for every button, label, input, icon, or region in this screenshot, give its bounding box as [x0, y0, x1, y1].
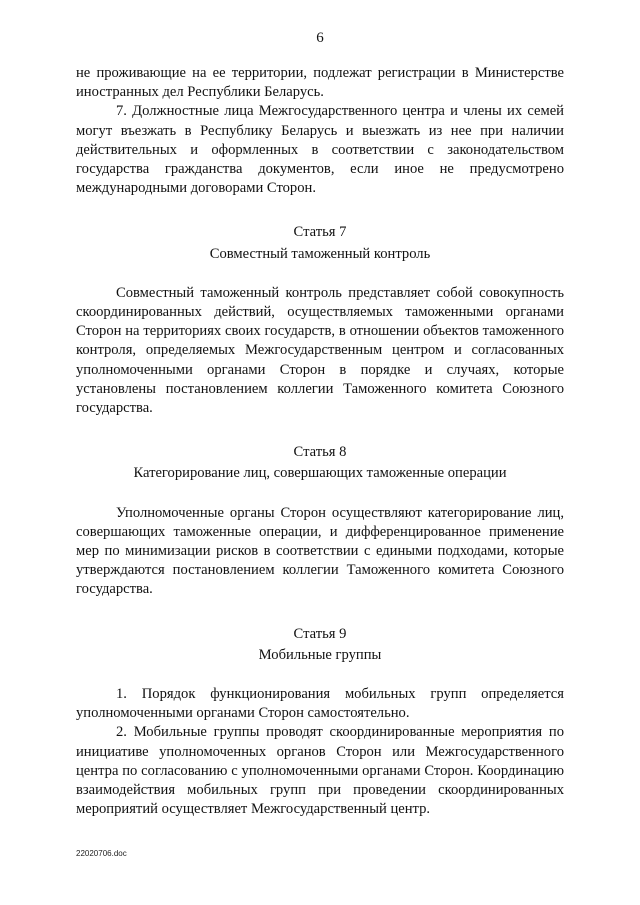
article-9-paragraph-2: 2. Мобильные группы проводят скоординированные мероприятия по инициативе уполномоченных органов Сторон или Межгосударственного центра по согласованию с уполномоченными органами Сторон. Координацию взаимодействия мобильных групп при проведении скоординированных мероприятий осуществляет Межгосударственный центр. [76, 724, 564, 818]
page-number: 6 [316, 30, 324, 46]
footer-filename: 22020706.doc [76, 849, 127, 858]
document-body [76, 64, 564, 820]
article-title: Совместный таможенный контроль [209, 245, 431, 262]
article-number: Статья 9 [293, 625, 347, 642]
article-9-heading [76, 625, 564, 665]
article-title: Мобильные группы [258, 646, 382, 663]
article-title: Категорирование лиц, совершающих таможенные операции [133, 465, 507, 482]
article-number: Статья 7 [293, 224, 347, 241]
article-8-paragraph: Уполномоченные органы Сторон осуществляют категорирование лиц, совершающих таможенные операции, и дифференцированное применение мер по минимизации рисков в соответствии с едиными подходами, которые утверждаются постановлением коллегии Таможенного комитета Союзного государства. [76, 504, 564, 598]
article-9-paragraph-1: 1. Порядок функционирования мобильных групп определяется уполномоченными органами Сторон самостоятельно. [76, 686, 564, 722]
article-7-heading [76, 223, 564, 263]
paragraph-item-7: 7. Должностные лица Межгосударственного центра и члены их семей могут въезжать в Республику Беларусь и выезжать из нее при наличии действительных и оформленных в соответствии с законодательством государства гражданства документов, если иное не предусмотрено международными договорами Сторон. [76, 103, 564, 197]
article-number: Статья 8 [293, 444, 347, 461]
paragraph-continuation: не проживающие на ее территории, подлежат регистрации в Министерстве иностранных дел Республики Беларусь. [76, 65, 564, 101]
article-7-paragraph: Совместный таможенный контроль представляет собой совокупность скоординированных действий, осуществляемых таможенными органами Сторон на территориях своих государств, в отношении объектов таможенного контроля, определяемых Межгосударственным центром и согласованных уполномоченными органами Сторон в порядке и случаях, которые установлены постановлением коллегии Таможенного комитета Союзного государства. [76, 284, 564, 417]
article-8-heading [76, 443, 564, 483]
